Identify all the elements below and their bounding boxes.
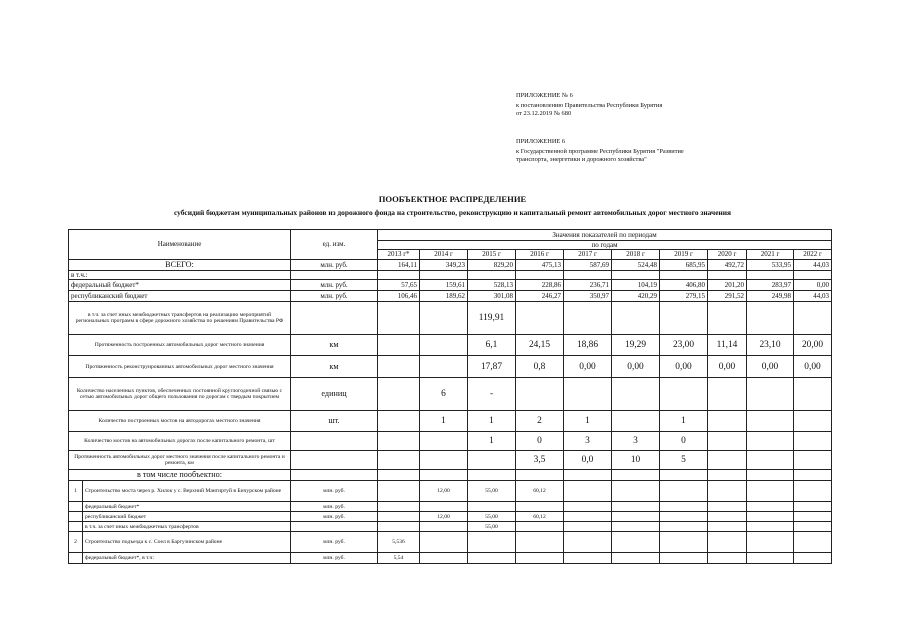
value-cell xyxy=(747,553,794,564)
object-num-cell xyxy=(69,553,83,564)
value-cell xyxy=(612,522,660,532)
subheader-row xyxy=(69,470,832,481)
indicator-row xyxy=(69,356,832,378)
row-name-cell: ВСЕГО: xyxy=(69,259,291,270)
value-cell: 5 xyxy=(660,451,708,470)
value-cell: 249,98 xyxy=(747,291,794,302)
value-cell: 44,03 xyxy=(794,259,832,270)
value-cell: - xyxy=(468,378,516,411)
value-cell xyxy=(612,411,660,432)
row-unit-cell: км xyxy=(291,335,378,356)
value-cell: 60,12 xyxy=(516,512,564,522)
row-name-cell: Количество населенных пунктов, обеспеченных постоянной круглогодичной связью с сетью автомобильных дорог общего пользования по дорогам с твердым покрытием xyxy=(69,378,291,411)
value-cell: 17,87 xyxy=(468,356,516,378)
empty-cell xyxy=(468,470,516,481)
value-cell: 406,80 xyxy=(660,280,708,291)
value-cell: 279,15 xyxy=(660,291,708,302)
value-cell: 524,48 xyxy=(612,259,660,270)
value-cell: 201,20 xyxy=(708,280,747,291)
row-unit-cell: км xyxy=(291,356,378,378)
value-cell: 3 xyxy=(612,432,660,451)
empty-cell xyxy=(747,470,794,481)
value-cell: 528,13 xyxy=(468,280,516,291)
appendix-header-bottom xyxy=(516,138,684,165)
value-cell: 57,65 xyxy=(378,280,420,291)
table-row xyxy=(69,259,832,270)
object-name-cell: Строительство моста через р. Хилок у с. Верхний Мангиртуй в Бичурском районе xyxy=(83,481,291,502)
value-cell: 0,0 xyxy=(564,451,612,470)
value-cell xyxy=(378,451,420,470)
object-num-cell xyxy=(69,522,83,532)
value-cell: 23,10 xyxy=(747,335,794,356)
value-cell xyxy=(747,432,794,451)
value-cell: 350,97 xyxy=(564,291,612,302)
value-cell xyxy=(794,451,832,470)
value-cell xyxy=(708,553,747,564)
object-row xyxy=(69,512,832,522)
appendix-line: транспорта, энергетики и дорожного хозяйства" xyxy=(516,156,647,164)
value-cell xyxy=(660,522,708,532)
indicator-row xyxy=(69,335,832,356)
document-subtitle: субсидий бюджетам муниципальных районов из дорожного фонда на строительство, реконструкцию и капитальный ремонт автомобильных дорог местного значения xyxy=(173,208,732,217)
value-cell xyxy=(612,378,660,411)
value-cell: 6 xyxy=(420,378,468,411)
empty-cell xyxy=(660,470,708,481)
value-cell: 283,97 xyxy=(747,280,794,291)
value-cell xyxy=(794,270,832,279)
appendix-line: к Государственной программе Республики Бурятия "Развитие xyxy=(516,148,684,156)
object-unit-cell: млн. руб. xyxy=(291,553,378,564)
object-name-cell: в т.ч. за счет иных межбюджетных трансфертов xyxy=(83,522,291,532)
value-cell: 1 xyxy=(468,411,516,432)
value-cell xyxy=(794,481,832,502)
row-name-cell: Протяженность автомобильных дорог местного значения после капитального ремонта и ремонта, км xyxy=(69,451,291,470)
value-cell xyxy=(708,522,747,532)
value-cell xyxy=(794,512,832,522)
object-unit-cell xyxy=(291,522,378,532)
object-num-cell: 2 xyxy=(69,532,83,553)
value-cell: 104,19 xyxy=(612,280,660,291)
value-cell xyxy=(708,270,747,279)
row-unit-cell xyxy=(291,451,378,470)
value-cell: 0 xyxy=(516,432,564,451)
object-num-cell xyxy=(69,502,83,512)
indicator-row xyxy=(69,432,832,451)
object-name-cell: республиканский бюджет xyxy=(83,512,291,522)
value-cell: 246,27 xyxy=(516,291,564,302)
value-cell: 1 xyxy=(564,411,612,432)
header-values-cell: Значения показателей по периодам xyxy=(378,230,832,241)
empty-cell xyxy=(291,470,378,481)
value-cell xyxy=(378,378,420,411)
value-cell: 44,03 xyxy=(794,291,832,302)
object-num-cell: 1 xyxy=(69,481,83,502)
value-cell xyxy=(612,481,660,502)
year-header-cell: 2014 г xyxy=(420,250,468,259)
value-cell: 0,00 xyxy=(794,280,832,291)
value-cell: 18,86 xyxy=(564,335,612,356)
appendix-title: ПРИЛОЖЕНИЕ № 6 xyxy=(516,92,573,99)
value-cell: 5,54 xyxy=(378,553,420,564)
value-cell: 0,00 xyxy=(708,356,747,378)
value-cell xyxy=(612,512,660,522)
value-cell: 587,69 xyxy=(564,259,612,270)
value-cell xyxy=(660,502,708,512)
value-cell xyxy=(564,378,612,411)
value-cell xyxy=(612,532,660,553)
value-cell: 291,52 xyxy=(708,291,747,302)
indicator-row xyxy=(69,378,832,411)
value-cell xyxy=(660,532,708,553)
value-cell xyxy=(660,553,708,564)
row-name-cell: в т.ч.: xyxy=(69,270,291,279)
value-cell: 6,1 xyxy=(468,335,516,356)
value-cell xyxy=(420,432,468,451)
value-cell xyxy=(708,411,747,432)
value-cell xyxy=(468,553,516,564)
value-cell xyxy=(378,502,420,512)
value-cell xyxy=(794,302,832,335)
empty-cell xyxy=(612,470,660,481)
value-cell xyxy=(612,553,660,564)
value-cell xyxy=(708,378,747,411)
row-name-cell: в т.ч. за счет иных межбюджетных трансфертов на реализацию мероприятий региональных программ в сфере дорожного хозяйства по решениям Правительства РФ xyxy=(69,302,291,335)
value-cell xyxy=(468,270,516,279)
value-cell: 1 xyxy=(420,411,468,432)
row-unit-cell: единиц xyxy=(291,378,378,411)
value-cell xyxy=(708,432,747,451)
value-cell xyxy=(612,302,660,335)
object-name-cell: федеральный бюджет* xyxy=(83,502,291,512)
year-header-cell: 2013 г* xyxy=(378,250,420,259)
value-cell: 3 xyxy=(564,432,612,451)
row-name-cell: Количество построенных мостов на автодорогах местного значения xyxy=(69,411,291,432)
value-cell: 11,14 xyxy=(708,335,747,356)
value-cell xyxy=(378,522,420,532)
value-cell xyxy=(660,270,708,279)
value-cell xyxy=(708,512,747,522)
value-cell: 236,71 xyxy=(564,280,612,291)
value-cell xyxy=(516,522,564,532)
value-cell xyxy=(747,451,794,470)
value-cell xyxy=(708,451,747,470)
value-cell: 189,62 xyxy=(420,291,468,302)
row-name-cell: Количество мостов на автомобильных дорогах после капитального ремонта, шт xyxy=(69,432,291,451)
value-cell xyxy=(660,512,708,522)
value-cell xyxy=(420,522,468,532)
value-cell xyxy=(378,270,420,279)
value-cell xyxy=(378,411,420,432)
value-cell xyxy=(516,532,564,553)
value-cell: 55,00 xyxy=(468,512,516,522)
year-header-cell: 2021 г xyxy=(747,250,794,259)
value-cell: 3,5 xyxy=(516,451,564,470)
empty-cell xyxy=(378,470,420,481)
value-cell: 492,72 xyxy=(708,259,747,270)
value-cell: 159,61 xyxy=(420,280,468,291)
object-num-cell xyxy=(69,512,83,522)
value-cell: 301,08 xyxy=(468,291,516,302)
value-cell: 685,95 xyxy=(660,259,708,270)
row-name-cell: Протяженность реконструированных автомобильных дорог местного значения xyxy=(69,356,291,378)
value-cell xyxy=(564,502,612,512)
row-unit-cell xyxy=(291,302,378,335)
value-cell: 24,15 xyxy=(516,335,564,356)
value-cell: 60,12 xyxy=(516,481,564,502)
object-row xyxy=(69,481,832,502)
value-cell xyxy=(420,451,468,470)
appendix-header-top xyxy=(516,92,662,119)
value-cell: 475,13 xyxy=(516,259,564,270)
year-header-cell: 2020 г xyxy=(708,250,747,259)
year-header-cell: 2019 г xyxy=(660,250,708,259)
value-cell: 20,00 xyxy=(794,335,832,356)
value-cell xyxy=(516,270,564,279)
value-cell xyxy=(708,302,747,335)
year-header-cell: 2017 г xyxy=(564,250,612,259)
value-cell: 19,29 xyxy=(612,335,660,356)
value-cell: 0,00 xyxy=(612,356,660,378)
indicator-row xyxy=(69,451,832,470)
value-cell xyxy=(747,411,794,432)
object-unit-cell: млн. руб. xyxy=(291,512,378,522)
value-cell: 0,8 xyxy=(516,356,564,378)
indicator-row xyxy=(69,302,832,335)
header-by-years-cell: по годам xyxy=(378,241,832,250)
value-cell xyxy=(420,356,468,378)
row-name-cell: республиканский бюджет xyxy=(69,291,291,302)
row-unit-cell: млн. руб. xyxy=(291,259,378,270)
value-cell xyxy=(468,532,516,553)
object-row xyxy=(69,553,832,564)
value-cell xyxy=(516,302,564,335)
value-cell xyxy=(564,481,612,502)
indicator-row xyxy=(69,411,832,432)
value-cell: 0,00 xyxy=(564,356,612,378)
value-cell: 0,00 xyxy=(660,356,708,378)
value-cell xyxy=(420,335,468,356)
value-cell xyxy=(564,270,612,279)
value-cell xyxy=(747,378,794,411)
value-cell xyxy=(516,502,564,512)
empty-cell xyxy=(708,470,747,481)
value-cell xyxy=(420,532,468,553)
value-cell xyxy=(708,532,747,553)
object-row xyxy=(69,532,832,553)
object-unit-cell: млн. руб. xyxy=(291,532,378,553)
value-cell xyxy=(378,356,420,378)
object-unit-cell: млн. руб. xyxy=(291,502,378,512)
value-cell xyxy=(564,302,612,335)
value-cell xyxy=(420,302,468,335)
appendix-line: от 23.12.2019 № 680 xyxy=(516,110,572,118)
value-cell: 0 xyxy=(660,432,708,451)
document-title: ПООБЪЕКТНОЕ РАСПРЕДЕЛЕНИЕ xyxy=(378,194,527,204)
value-cell xyxy=(794,522,832,532)
value-cell: 533,95 xyxy=(747,259,794,270)
empty-cell xyxy=(794,470,832,481)
row-name-cell: Протяженность построенных автомобильных дорог местного значения xyxy=(69,335,291,356)
value-cell: 23,00 xyxy=(660,335,708,356)
table-row xyxy=(69,291,832,302)
header-name-cell: Наименование xyxy=(69,230,291,260)
value-cell xyxy=(378,432,420,451)
value-cell: 55,00 xyxy=(468,481,516,502)
value-cell xyxy=(468,451,516,470)
value-cell: 2 xyxy=(516,411,564,432)
value-cell xyxy=(794,432,832,451)
value-cell: 829,20 xyxy=(468,259,516,270)
value-cell xyxy=(660,481,708,502)
value-cell: 228,86 xyxy=(516,280,564,291)
value-cell: 164,11 xyxy=(378,259,420,270)
incl-label-cell: в том числе пообъектно: xyxy=(69,470,291,481)
value-cell xyxy=(564,532,612,553)
value-cell xyxy=(420,270,468,279)
value-cell xyxy=(747,302,794,335)
value-cell xyxy=(564,512,612,522)
value-cell: 55,00 xyxy=(468,522,516,532)
empty-cell xyxy=(420,470,468,481)
row-unit-cell xyxy=(291,270,378,279)
value-cell xyxy=(708,502,747,512)
value-cell: 349,23 xyxy=(420,259,468,270)
year-header-cell: 2018 г xyxy=(612,250,660,259)
object-unit-cell: млн. руб. xyxy=(291,481,378,502)
value-cell xyxy=(747,502,794,512)
value-cell xyxy=(794,411,832,432)
value-cell: 0,00 xyxy=(794,356,832,378)
value-cell: 10 xyxy=(612,451,660,470)
value-cell xyxy=(378,335,420,356)
value-cell: 106,46 xyxy=(378,291,420,302)
value-cell xyxy=(660,378,708,411)
value-cell: 12,00 xyxy=(420,481,468,502)
table-row xyxy=(69,280,832,291)
value-cell: 0,00 xyxy=(747,356,794,378)
value-cell xyxy=(708,481,747,502)
value-cell xyxy=(612,270,660,279)
value-cell xyxy=(378,302,420,335)
value-cell: 5,536 xyxy=(378,532,420,553)
value-cell xyxy=(747,481,794,502)
value-cell xyxy=(747,522,794,532)
row-unit-cell: млн. руб. xyxy=(291,280,378,291)
value-cell xyxy=(747,270,794,279)
table-row xyxy=(69,270,832,279)
object-row xyxy=(69,502,832,512)
empty-cell xyxy=(564,470,612,481)
value-cell xyxy=(564,553,612,564)
value-cell xyxy=(420,553,468,564)
distribution-table xyxy=(68,229,832,564)
appendix-line: к постановлению Правительства Республики Бурятия xyxy=(516,102,663,110)
value-cell xyxy=(468,502,516,512)
value-cell xyxy=(660,302,708,335)
value-cell: 420,29 xyxy=(612,291,660,302)
value-cell xyxy=(378,481,420,502)
value-cell xyxy=(564,522,612,532)
row-unit-cell xyxy=(291,432,378,451)
object-name-cell: Строительство подъезда к с. Соел в Баргузинском районе xyxy=(83,532,291,553)
year-header-cell: 2016 г xyxy=(516,250,564,259)
value-cell xyxy=(378,512,420,522)
value-cell: 1 xyxy=(660,411,708,432)
value-cell xyxy=(612,502,660,512)
value-cell xyxy=(794,502,832,512)
value-cell xyxy=(747,532,794,553)
header-unit-cell: ед. изм. xyxy=(291,230,378,260)
value-cell xyxy=(794,532,832,553)
row-unit-cell: млн. руб. xyxy=(291,291,378,302)
value-cell xyxy=(747,512,794,522)
value-cell xyxy=(516,553,564,564)
row-name-cell: федеральный бюджет* xyxy=(69,280,291,291)
object-name-cell: федеральный бюджет*, в т.ч: xyxy=(83,553,291,564)
year-header-cell: 2022 г xyxy=(794,250,832,259)
value-cell: 119,91 xyxy=(468,302,516,335)
value-cell: 12,00 xyxy=(420,512,468,522)
empty-cell xyxy=(516,470,564,481)
header-row xyxy=(69,230,832,241)
value-cell xyxy=(794,553,832,564)
value-cell xyxy=(516,378,564,411)
value-cell xyxy=(420,502,468,512)
value-cell xyxy=(794,378,832,411)
value-cell: 1 xyxy=(468,432,516,451)
object-row xyxy=(69,522,832,532)
year-header-cell: 2015 г xyxy=(468,250,516,259)
row-unit-cell: шт. xyxy=(291,411,378,432)
appendix-title: ПРИЛОЖЕНИЕ 6 xyxy=(516,138,566,145)
